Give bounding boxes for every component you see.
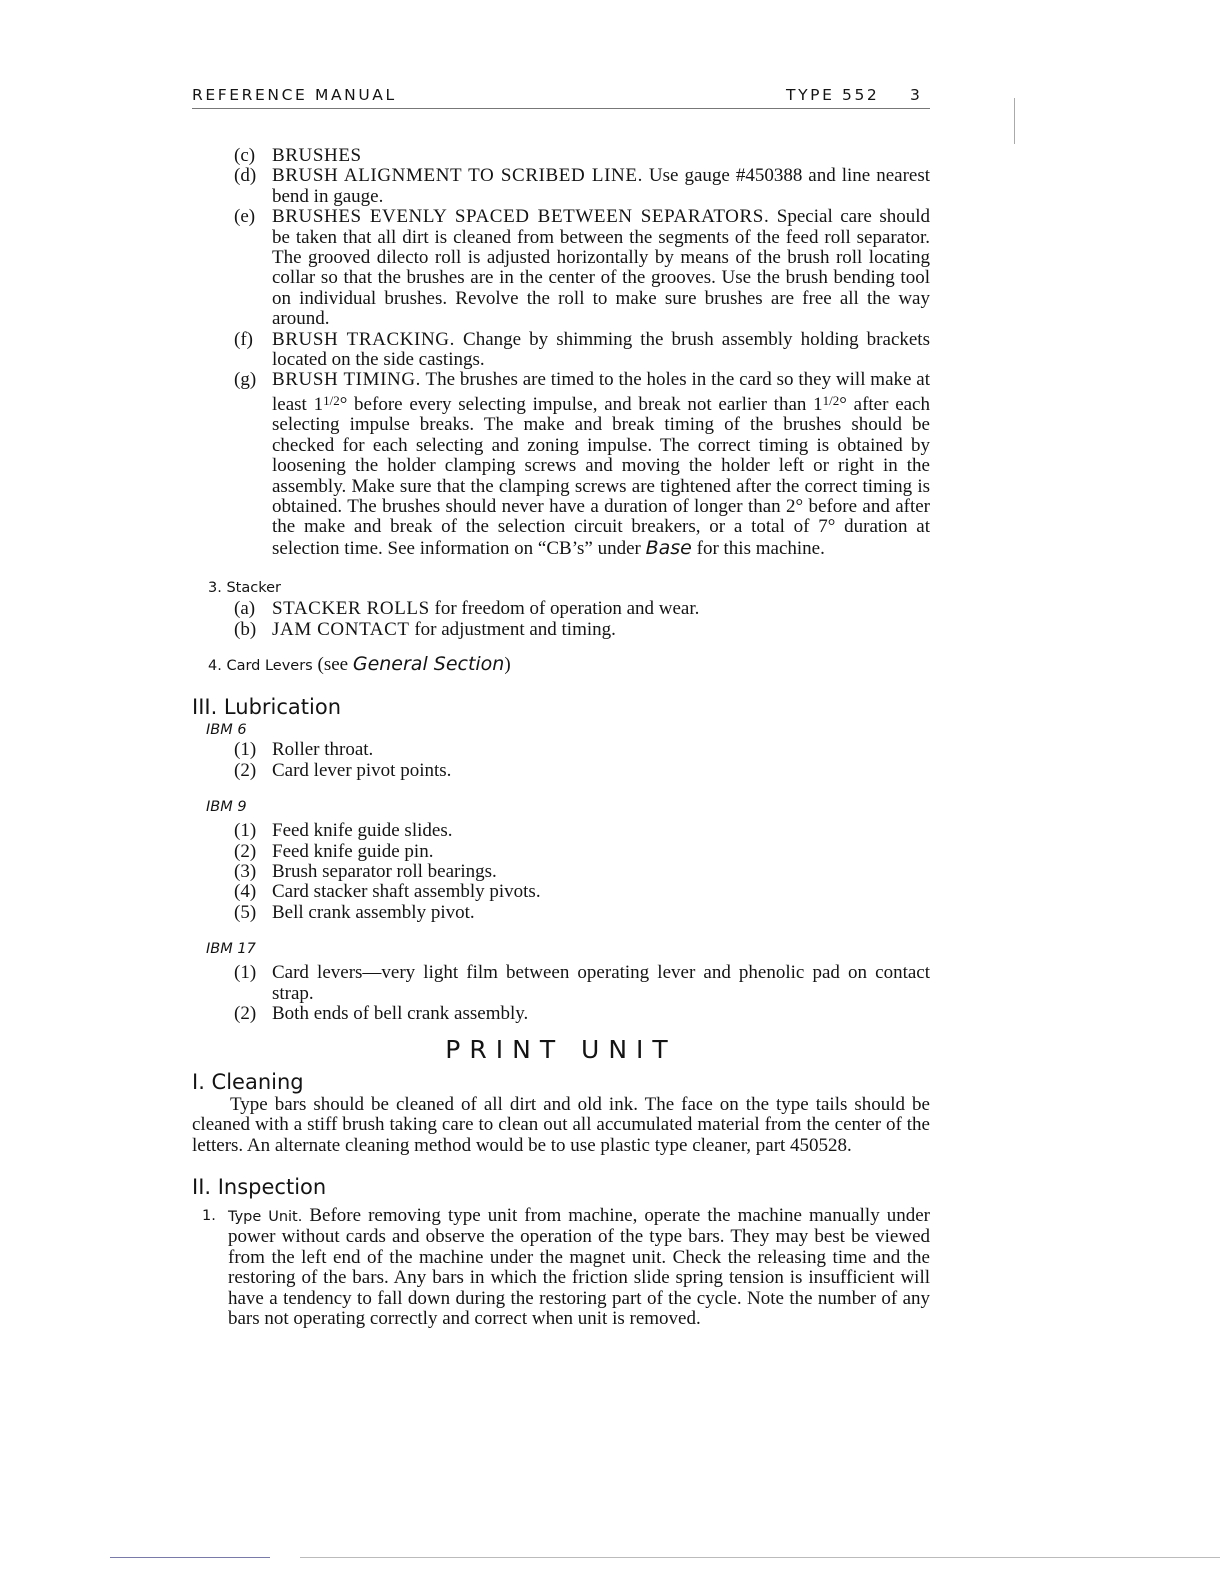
inspection-item [192,1206,930,1329]
item-text: Card lever pivot points. [272,759,452,781]
item-title: BRUSHES EVENLY SPACED BETWEEN SEPARATORS. [272,206,770,228]
item-marker: (1) [234,820,257,842]
list-item [192,821,930,841]
item-text: Change by shimming the brush assembly holding brackets located on the side castings. [272,328,930,371]
item-marker: (f) [234,328,253,350]
fraction: 1/2 [323,392,340,408]
running-header-type: TYPE 552 [786,86,880,104]
brush-item [192,146,930,166]
card-levers-text: (see [312,653,353,675]
card-levers-text: ) [504,653,511,675]
item-marker: (2) [234,840,257,862]
ibm-label: IBM 6 [206,722,247,739]
brush-item [192,207,930,329]
item-label: Type Unit. [228,1209,303,1226]
item-marker: (4) [234,881,257,903]
item-text: ° before every selecting impulse, and break not earlier than 1 [339,393,823,415]
cleaning-heading: I. Cleaning [192,1069,304,1094]
item-text: ° after each selecting impulse breaks. The make and break timing of the brushes should be checked for each selecting and zoning impulse. The correct timing is obtained by loosening the holder clamping screws and moving the holder left or right in the assembly. Make sure that the clamping screws are tightened after the correct timing is obtained. The brushes should never have a duration of longer than 2° before and after the make and break of the selection circuit breakers, or a total of 7° duration at selection time. See information on “CB’s” under [272,393,930,559]
margin-mark [1014,98,1015,144]
item-marker: (1) [234,962,257,984]
list-item [192,1004,930,1024]
item-text: Bell crank assembly pivot. [272,901,475,923]
item-text: for this machine. [691,537,825,559]
scan-edge-line [300,1557,1220,1558]
item-marker: (2) [234,759,257,781]
list-item [192,740,930,760]
item-marker: (2) [234,1003,257,1024]
item-text: Use gauge #450388 and line nearest bend in gauge. [272,165,931,207]
fraction: 1/2 [822,392,840,408]
item-marker: (c) [234,145,256,166]
item-marker: (3) [234,860,257,882]
list-item [192,882,930,902]
brush-list [192,146,930,559]
page-number: 3 [910,86,923,104]
page-body [192,146,930,1329]
item-marker: 1. [202,1208,216,1225]
ibm-label: IBM 17 [206,941,256,958]
brush-item [192,330,930,371]
cleaning-paragraph: Type bars should be cleaned of all dirt and old ink. The face on the type tails should be cleaned with a stiff brush taking care to clean out all accumulated material from the center of the letters. An alternate cleaning method would be to use plastic type cleaner, part 450528. [192,1093,930,1156]
item-marker: (e) [234,206,256,228]
card-levers-label: 4. Card Levers [208,657,313,674]
item-text: Both ends of bell crank assembly. [272,1003,529,1024]
list-item [192,903,930,923]
running-header-title: REFERENCE MANUAL [192,86,397,104]
item-marker: (a) [234,598,256,620]
item-title: BRUSH ALIGNMENT TO SCRIBED LINE. [272,165,643,187]
item-marker: (5) [234,901,257,923]
ibm-label: IBM 9 [206,799,247,816]
list-item [192,761,930,781]
item-title: BRUSHES [272,145,362,166]
lubrication-heading: III. Lubrication [192,695,342,720]
item-text: Feed knife guide slides. [272,820,453,842]
item-text: The brushes are timed to the holes in the card so they will make at least 1 [272,369,930,415]
list-item [192,862,930,882]
scan-edge-line [110,1557,270,1558]
list-item [192,842,930,862]
item-text: for adjustment and timing. [409,618,616,640]
item-marker: (d) [234,165,257,187]
item-text: Card levers—very light film between operating lever and phenolic pad on contact strap. [272,962,930,1004]
stacker-item [192,599,930,619]
stacker-label: 3. Stacker [208,580,281,597]
brush-item [192,166,930,207]
stacker-item [192,620,930,640]
list-item [192,963,930,1004]
item-title: BRUSH TIMING. [272,369,421,391]
item-text: Feed knife guide pin. [272,840,434,862]
brush-timing-item [192,370,930,559]
item-text: Roller throat. [272,739,374,761]
item-marker: (1) [234,739,257,761]
italic-reference: General Section [352,652,505,675]
item-marker: (b) [234,618,257,640]
item-text: Special care should be taken that all dirt is cleaned from between the segments of the feed roll separator. The grooved dilecto roll is adjusted horizontally by means of the brush roll locating collar so that the brushes are in the center of the grooves. Use the brush bending tool on individual brushes. Revolve the roll to make sure brushes are free all the way around. [272,206,931,330]
card-levers-line [208,654,930,676]
inspection-heading: II. Inspection [192,1175,327,1200]
item-title: BRUSH TRACKING. [272,328,455,350]
item-text: for freedom of operation and wear. [429,598,700,620]
item-text: Card stacker shaft assembly pivots. [272,881,541,903]
italic-reference: Base [645,536,692,559]
item-title: JAM CONTACT [272,618,410,640]
item-text: Brush separator roll bearings. [272,860,497,882]
item-title: STACKER ROLLS [272,598,430,620]
item-text: Before removing type unit from machine, operate the machine manually under power without cards and observe the operation of the type bars. They may best be viewed from the left end of the machine under the magnet unit. Check the releasing time and the restoring of the bars. Any bars in which the friction slide spring tension is insufficient will have a tendency to fall down during the restoring part of the cycle. Note the number of any bars not operating correctly and correct when unit is removed. [228,1205,930,1330]
item-marker: (g) [234,369,257,391]
print-unit-title: PRINT UNIT [445,1035,677,1065]
header-rule [192,108,930,109]
